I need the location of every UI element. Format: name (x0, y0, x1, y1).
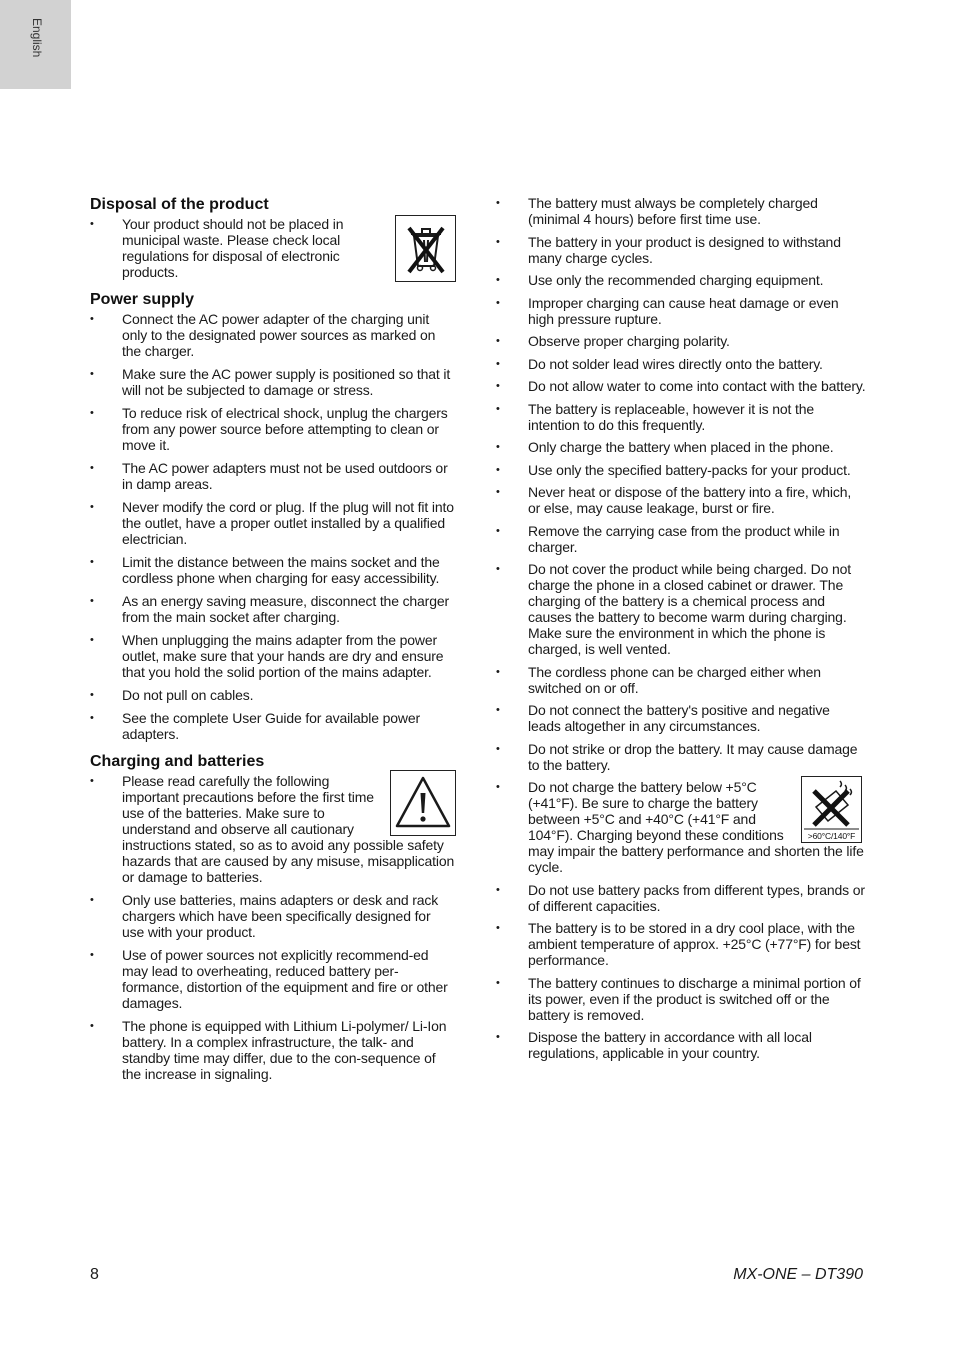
list-item: • The battery must always be completely charged (minimal 4 hours) before first time use. (496, 195, 866, 227)
list-item: • Only use batteries, mains adapters or desk and rack chargers which have been specifically designed for use with your product. (90, 892, 456, 940)
list-item: • Do not cover the product while being charged. Do not charge the phone in a closed cabinet or drawer. The charging of the battery is a chemical process and causes the battery to become warm during charging. Make sure the environment in which the phone is charged, is well vented. (496, 561, 866, 657)
list-item: • As an energy saving measure, disconnect the charger from the main socket after charging. (90, 593, 456, 625)
page-number: 8 (90, 1266, 99, 1283)
no-heat-battery-icon (801, 776, 862, 843)
list-item: • Do not connect the battery's positive and negative leads altogether in any circumstances. (496, 702, 866, 734)
list-item: • Remove the carrying case from the product while in charger. (496, 523, 866, 555)
list-item: • See the complete User Guide for available power adapters. (90, 710, 456, 742)
language-tab (0, 0, 71, 89)
list-item: • Never modify the cord or plug. If the plug will not fit into the outlet, have a proper outlet installed by a qualified electrician. (90, 499, 456, 547)
list-item: • Do not strike or drop the battery. It may cause damage to the battery. (496, 741, 866, 773)
list-item: • Use only the specified battery-packs for your product. (496, 462, 866, 478)
charging-list (90, 773, 456, 1082)
temperature-label: • >60°C/140°F (807, 831, 856, 841)
list-item: • Make sure the AC power supply is positioned so that it will not be subjected to damage or stress. (90, 366, 456, 398)
power-supply-heading: Power supply (90, 291, 195, 308)
crossed-bin-icon (395, 215, 456, 282)
disposal-list (90, 216, 456, 280)
disposal-heading: Disposal of the product (90, 196, 269, 213)
list-item: • Do not solder lead wires directly onto the battery. (496, 356, 866, 372)
list-item: • When unplugging the mains adapter from the power outlet, make sure that your hands are dry and ensure that you hold the solid portion of the mains adapter. (90, 632, 456, 680)
list-item: • The cordless phone can be charged either when switched on or off. (496, 664, 866, 696)
list-item: • The battery is replaceable, however it is not the intention to do this frequently. (496, 401, 866, 433)
list-item: • Do not pull on cables. (90, 687, 456, 703)
battery-precautions-list (496, 195, 866, 1061)
list-item: • The battery in your product is designed to withstand many charge cycles. (496, 234, 866, 266)
document-title: MX-ONE – DT390 (733, 1266, 863, 1283)
list-item: • Your product should not be placed in municipal waste. Please check local regulations for disposal of electronic products. (90, 216, 456, 280)
warning-triangle-icon (390, 770, 456, 836)
list-item: • Use of power sources not explicitly recommend-ed may lead to overheating, reduced battery per-formance, distortion of the equipment and fire or other damages. (90, 947, 456, 1011)
list-item: • The AC power adapters must not be used outdoors or in damp areas. (90, 460, 456, 492)
power-supply-list (90, 311, 456, 742)
list-item: • Limit the distance between the mains socket and the cordless phone when charging for easy accessibility. (90, 554, 456, 586)
list-item: • Do not allow water to come into contact with the battery. (496, 378, 866, 394)
list-item: • Connect the AC power adapter of the charging unit only to the designated power sources as marked on the charger. (90, 311, 456, 359)
list-item: • Use only the recommended charging equipment. (496, 272, 866, 288)
list-item: • Dispose the battery in accordance with all local regulations, applicable in your country. (496, 1029, 866, 1061)
list-item: • Please read carefully the following important precautions before the first time use of the batteries. Make sure to understand and observe all cautionary instructions stated, so as to avoid any possible safety hazards that are caused by any misuse, misapplication or damage to batteries. (90, 773, 456, 885)
list-item: • To reduce risk of electrical shock, unplug the chargers from any power source before attempting to clean or move it. (90, 405, 456, 453)
left-column (90, 195, 456, 1089)
list-item: • Never heat or dispose of the battery into a fire, which, or else, may cause leakage, burst or fire. (496, 484, 866, 516)
list-item: • Improper charging can cause heat damage or even high pressure rupture. (496, 295, 866, 327)
right-column (496, 195, 866, 1068)
list-item: • The battery is to be stored in a dry cool place, with the ambient temperature of approx. +25°C (+77°F) for best performance. (496, 920, 866, 968)
list-item: • The phone is equipped with Lithium Li-polymer/ Li-Ion battery. In a complex infrastructure, the talk- and standby time may differ, due to the con-sequence of the increase in signaling. (90, 1018, 456, 1082)
list-item: • Only charge the battery when placed in the phone. (496, 439, 866, 455)
list-item: • Do not use battery packs from different types, brands or of different capacities. (496, 882, 866, 914)
list-item: • The battery continues to discharge a minimal portion of its power, even if the product is switched off or the battery is removed. (496, 975, 866, 1023)
list-item: • Observe proper charging polarity. (496, 333, 866, 349)
charging-heading: Charging and batteries (90, 753, 265, 770)
list-item: • >60°C/140°F Do not charge the battery below +5°C (+41°F). Be sure to charge the battery between +5°C and +40°C (+41°F and 104°F). Charging beyond these conditions may impair the battery performance and shorten the life cycle. (496, 779, 866, 875)
language-tab-label: English (30, 18, 44, 58)
